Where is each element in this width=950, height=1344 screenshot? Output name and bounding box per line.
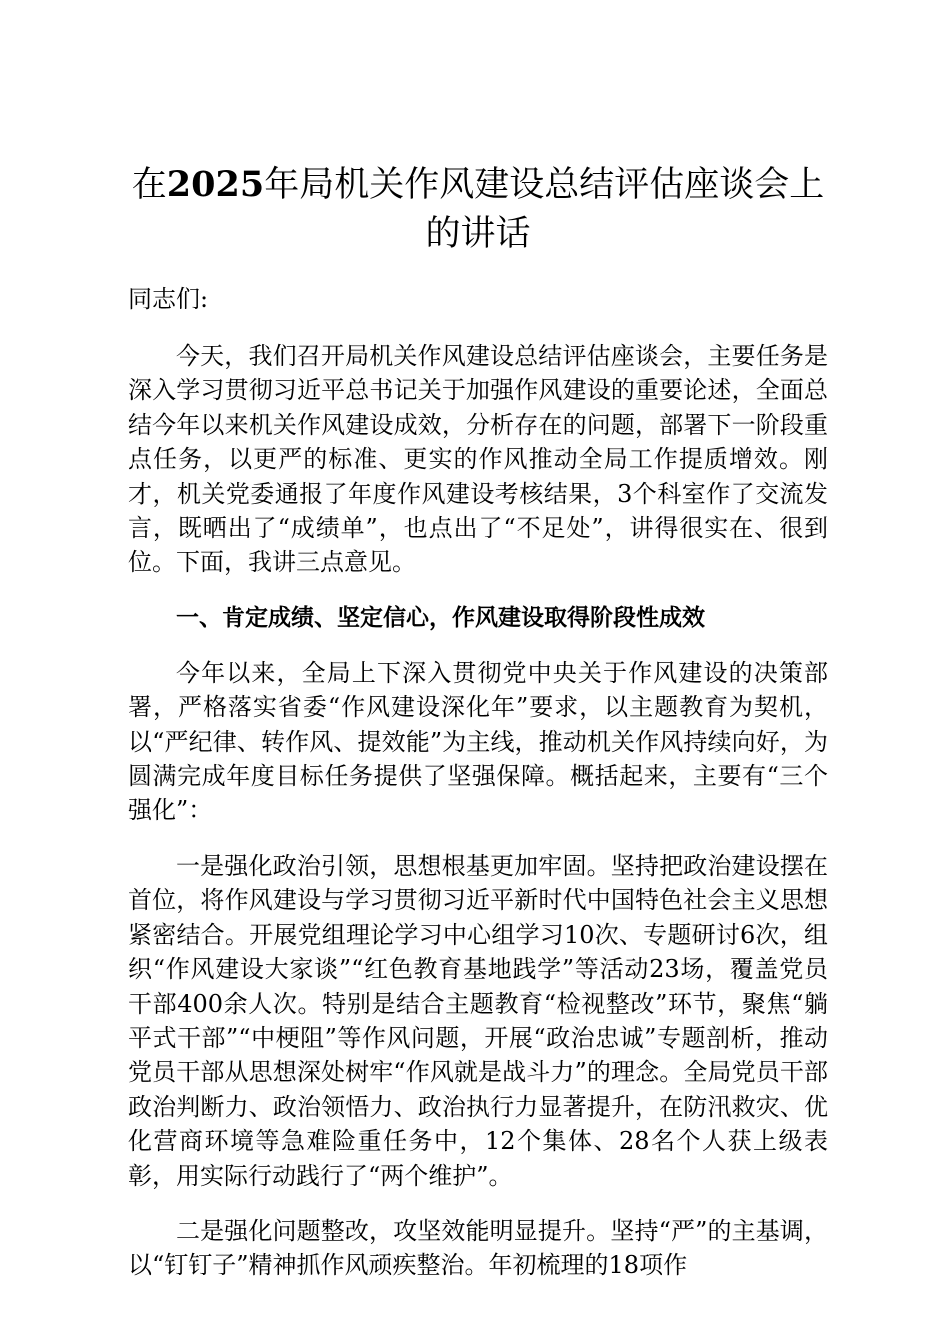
point2-lead: 二是强化问题整改，攻坚效能明显提升。 — [176, 1216, 611, 1245]
title-year: 2025 — [166, 164, 265, 205]
document-title — [128, 160, 828, 259]
point2-paragraph — [128, 1214, 828, 1283]
document-page — [128, 160, 828, 1304]
section-heading-1: 一、肯定成绩、坚定信心，作风建设取得阶段性成效 — [176, 604, 705, 631]
point1-lead: 一是强化政治引领，思想根基更加牢固。 — [176, 851, 611, 880]
point1-paragraph — [128, 849, 828, 1193]
intro-paragraph: 今天，我们召开局机关作风建设总结评估座谈会，主要任务是深入学习贯彻习近平总书记关于加强作风建设的重要论述，全面总结今年以来机关作风建设成效，分析存在的问题，部署下一阶段重点任务，以更严的标准、更实的作风推动全局工作提质增效。刚才，机关党委通报了年度作风建设考核结果，3个科室作了交流发言，既晒出了“成绩单”，也点出了“不足处”，讲得很实在、很到位。下面，我讲三点意见。 — [128, 342, 828, 577]
salutation: 同志们: — [128, 285, 209, 313]
section1-intro-paragraph: 今年以来，全局上下深入贯彻党中央关于作风建设的决策部署，严格落实省委“作风建设深化年”要求，以主题教育为契机，以“严纪律、转作风、提效能”为主线，推动机关作风持续向好，为圆满完成年度目标任务提供了坚强保障。概括起来，主要有“三个强化”： — [128, 658, 828, 825]
point1-body: 坚持把政治建设摆在首位，将作风建设与学习贯彻习近平新时代中国特色社会主义思想紧密结合。开展党组理论学习中心组学习10次、专题研讨6次，组织“作风建设大家谈”“红色教育基地践学”等活动23场，覆盖党员干部400余人次。特别是结合主题教育“检视整改”环节，聚焦“躺平式干部”“中梗阻”等作风问题，开展“政治忠诚”专题剖析，推动党员干部从思想深处树牢“作风就是战斗力”的理念。全局党员干部政治判断力、政治领悟力、政治执行力显著提升，在防汛救灾、优化营商环境等急难险重任务中，12个集体、28名个人获上级表彰，用实际行动践行了“两个维护”。 — [128, 851, 829, 1190]
point2-body: 坚持“严”的主基调，以“钉钉子”精神抓作风顽疾整治。年初梳理的18项作 — [128, 1216, 829, 1280]
title-prefix: 在 — [131, 165, 167, 205]
title-rest: 年局机关作风建设总结评估座谈会上的讲话 — [264, 165, 825, 254]
